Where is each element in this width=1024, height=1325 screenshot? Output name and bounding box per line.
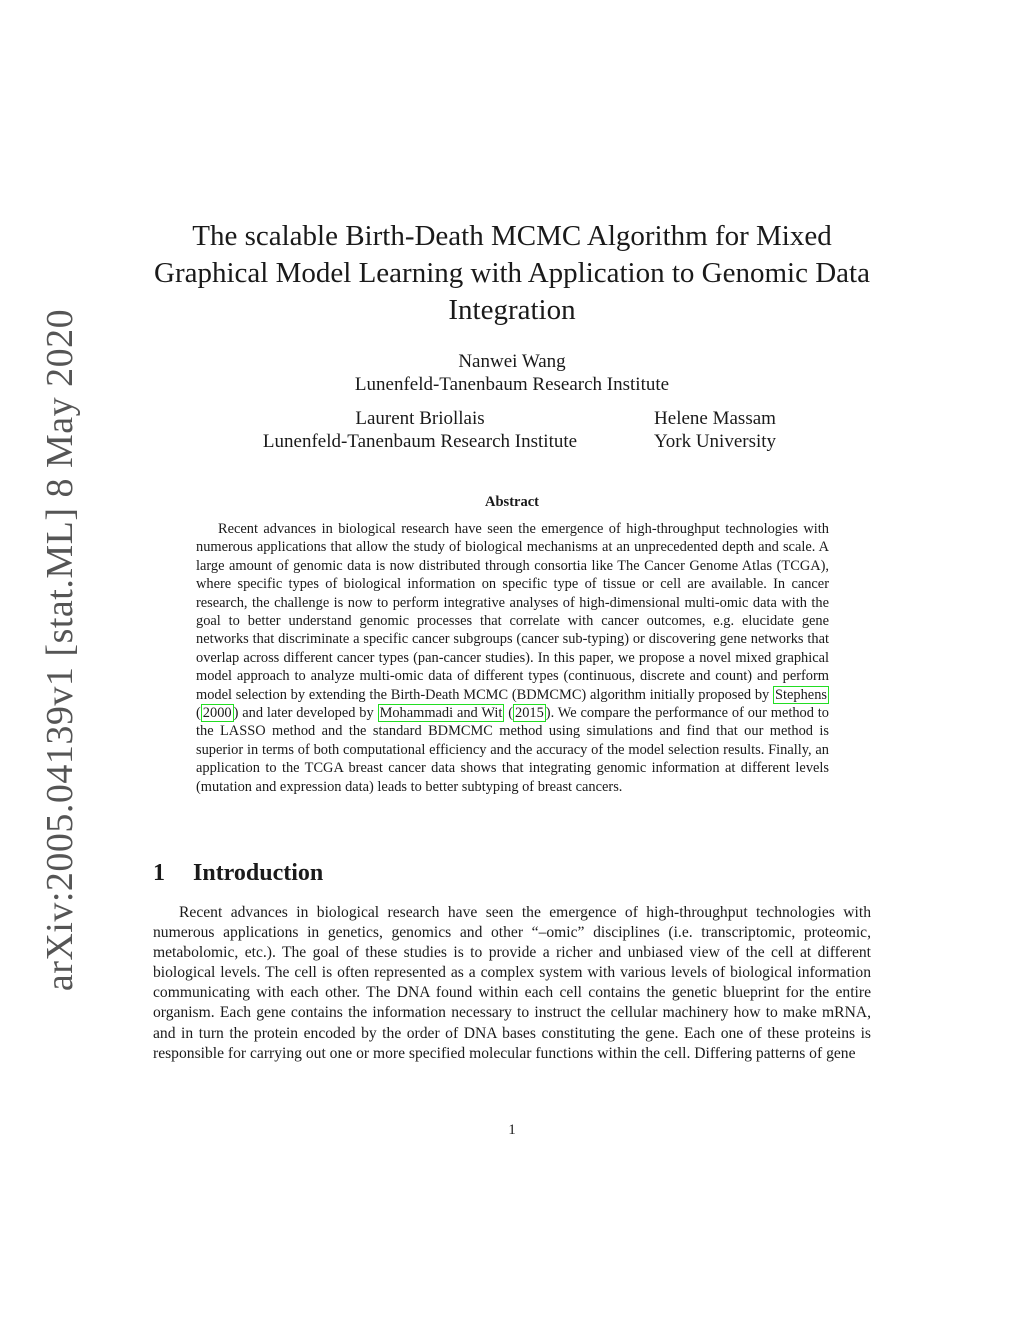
citation-link-stephens[interactable]: Stephens [775, 686, 827, 703]
abstract-text-part-2: and later developed by [242, 705, 374, 722]
author-affiliation: Lunenfeld-Tanenbaum Research Institute [262, 431, 578, 452]
section-number: 1 [153, 860, 165, 886]
citation-link-stephens-year[interactable]: 2000 [202, 705, 232, 722]
section-title: Introduction [193, 860, 324, 886]
paper-title: The scalable Birth-Death MCMC Algorithm for Mixed Graphical Model Learning with Application to Genomic Data Integration [154, 220, 870, 326]
author-name: Laurent Briollais [355, 408, 485, 429]
abstract-heading: Abstract [485, 494, 539, 510]
abstract-text-part-1: Recent advances in biological research have seen the emergence of high-throughput technologies with numerous applications that allow the study of biological mechanisms at an unprecedented depth and scale. A large amount of genomic data is now distributed through consortia like The Cancer Genome Atlas (TCGA), where specific types of biological information on specific type of tissue or cell are available. In cancer research, the challenge is now to perform integrative analyses of high-dimensional multi-omic data with the goal to better understand genomic processes that correlate with cancer outcomes, e.g. elucidate gene networks that discriminate a specific cancer subgroups (cancer sub-typing) or discovering gene networks that overlap across different cancer types (pan-cancer studies). In this paper, we propose a novel mixed graphical model approach to analyze multi-omic data of different types (continuous, discrete and count) and perform model selection by extending the Birth-Death MCMC (BDMCMC) algorithm initially proposed by [196, 521, 829, 703]
author-block-1 [300, 350, 724, 396]
arxiv-identifier-stamp: arXiv:2005.04139v1 [stat.ML] 8 May 2020 [39, 308, 81, 992]
page-number: 1 [508, 1122, 516, 1138]
author-name: Helene Massam [654, 408, 776, 429]
author-name: Nanwei Wang [458, 351, 566, 372]
section-heading-introduction [153, 860, 853, 887]
introduction-paragraph: Recent advances in biological research have seen the emergence of high-throughput technologies with numerous applications in genetics, genomics and other “–omic” disciplines (i.e. transcriptomic, proteomic, metabolomic, etc.). The goal of these studies is to provide a richer and unbiased view of the cell at different biological levels. The cell is often represented as a complex system with various levels of biological information communicating with each other. The DNA found within each cell contains the genetic blueprint for the entire organism. Each gene contains the information necessary to instruct the cellular machinery how to make mRNA, and in turn the protein encoded by the order of DNA bases constituting the gene. Each one of these proteins is responsible for carrying out one or more specified molecular functions within the cell. Differing patterns of gene [153, 904, 871, 1062]
author-block-2 [230, 407, 610, 453]
author-block-3 [630, 407, 800, 453]
citation-link-mohammadi-wit-year[interactable]: 2015 [515, 705, 544, 722]
author-affiliation: Lunenfeld-Tanenbaum Research Institute [354, 374, 670, 395]
citation-link-mohammadi-wit[interactable]: Mohammadi and Wit [379, 705, 503, 722]
abstract-body: Recent advances in biological research have seen the emergence of high-throughput technologies with numerous applications that allow the study of biological mechanisms at an unprecedented depth and scale. A large amount of genomic data is now distributed through consortia like The Cancer Genome Atlas (TCGA), where specific types of biological information on specific type of tissue or cell are available. In cancer research, the challenge is now to perform integrative analyses of high-dimensional multi-omic data with the goal to better understand genomic processes that correlate with cancer outcomes, e.g. elucidate gene networks that discriminate a specific cancer subgroups (cancer sub-typing) or discovering gene networks that overlap across different cancer types (pan-cancer studies). In this paper, we propose a novel mixed graphical model approach to analyze multi-omic data of different types (continuous, discrete and count) and perform model selection by extending the Birth-Death MCMC (BDMCMC) algorithm initially proposed by Stephens ( 2000 ) and later developed by Mohammadi and Wit ( 2015 ). We compare the performance of our method to the LASSO method and the standard BDMCMC method using simulations and find that our method is superior in terms of both computational efficiency and the accuracy of the model selection results. Finally, an application to the TCGA breast cancer data shows that integrating genomic information at different levels (mutation and expression data) leads to better subtyping of breast cancers. [196, 521, 829, 795]
abstract-text-part-3: . We compare the performance of our method to the LASSO method and the standard BDMCMC method using simulations and find that our method is superior in terms of both computational efficiency and the accuracy of the model selection results. Finally, an application to the TCGA breast cancer data shows that integrating genomic information at different levels (mutation and expression data) leads to better subtyping of breast cancers. [196, 705, 829, 795]
author-affiliation: York University [653, 431, 777, 452]
